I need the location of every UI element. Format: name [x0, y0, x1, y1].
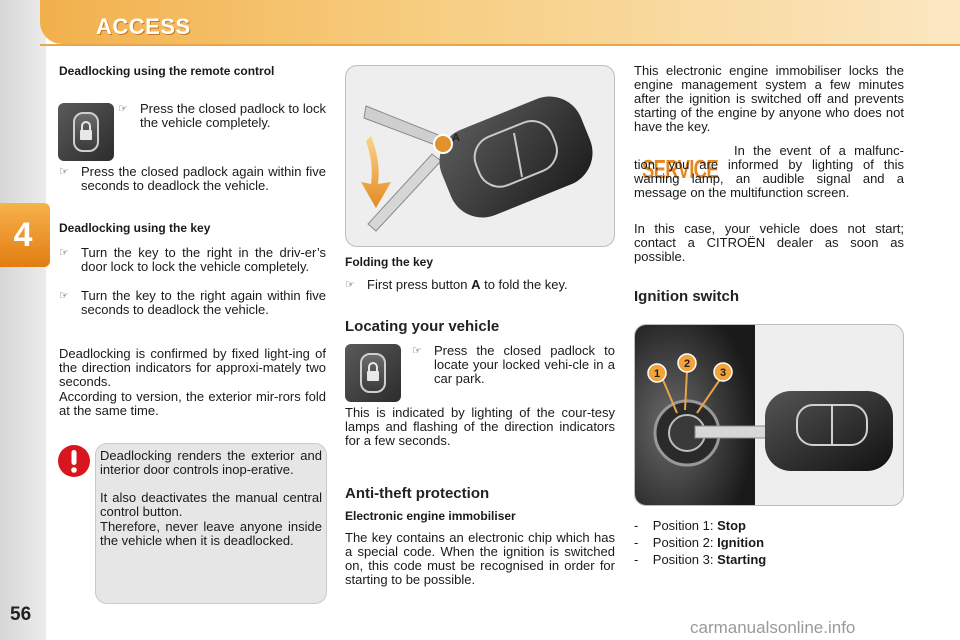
anti-theft-heading: Anti-theft protection	[345, 485, 490, 502]
position-3: - Position 3: Starting	[634, 552, 767, 567]
page-number: 56	[10, 604, 32, 625]
remote-deadlock-heading: Deadlocking using the remote control	[59, 64, 275, 78]
mirrors-para: According to version, the exterior mir-rors fold at the same time.	[59, 389, 326, 418]
watermark: carmanualsonline.info	[690, 618, 856, 637]
pointing-hand-icon: ☞	[59, 247, 69, 259]
header-divider	[40, 44, 960, 46]
service-label: SERVICE	[642, 154, 719, 184]
button-a-marker: A	[452, 132, 460, 144]
immobiliser-heading: Electronic engine immobiliser	[345, 509, 516, 523]
left-sidebar	[0, 0, 46, 640]
chapter-number: 4	[13, 216, 33, 254]
position-2: - Position 2: Ignition	[634, 535, 765, 550]
ignition-marker-3: 3	[719, 367, 727, 379]
malfunction-para: In the event of a malfunc-tion, you are informed by lighting of this warning lamp, an audible signal and a message on the multifunction screen.	[634, 143, 904, 200]
padlock-button-icon	[58, 103, 114, 161]
pointing-hand-icon: ☞	[59, 166, 69, 178]
page-title: ACCESS	[96, 14, 191, 39]
ignition-marker-1: 1	[653, 368, 661, 380]
contact-dealer-para: In this case, your vehicle does not start; contact a CITROËN dealer as soon as possible.	[634, 221, 904, 264]
ignition-switch-heading: Ignition switch	[634, 288, 739, 305]
folding-key-heading: Folding the key	[345, 255, 434, 269]
position-1: - Position 1: Stop	[634, 518, 746, 533]
pointing-hand-icon: ☞	[345, 279, 355, 291]
locating-vehicle-heading: Locating your vehicle	[345, 318, 500, 335]
key-fold-photo	[345, 65, 615, 247]
ignition-marker-2: 2	[683, 358, 691, 370]
key-bullet-2: ☞ Turn the key to the right again within five seconds to deadlock the vehicle.	[59, 288, 326, 317]
warning-text-3: Therefore, never leave anyone inside the vehicle when it is deadlocked.	[100, 519, 322, 548]
immobiliser-para: The key contains an electronic chip which has a special code. When the ignition is switched on, this code must be recognised in order for starting to be possible.	[345, 530, 615, 587]
exclamation-icon	[57, 444, 91, 478]
key-fold-illustration	[346, 66, 615, 247]
deadlock-confirm-para: Deadlocking is confirmed by fixed light-ing of the direction indicators for approxi-mately two seconds.	[59, 346, 326, 389]
folding-bullet: ☞ First press button A to fold the key.	[345, 277, 568, 292]
warning-text-1: Deadlocking renders the exterior and interior door controls inop-erative.	[100, 448, 322, 477]
locating-bullet: ☞ Press the closed padlock to locate your locked vehi-cle in a car park.	[412, 343, 615, 386]
remote-bullet-1: ☞ Press the closed padlock to lock the vehicle completely.	[118, 101, 326, 130]
pointing-hand-icon: ☞	[59, 290, 69, 302]
ignition-switch-photo	[634, 324, 904, 506]
locating-para: This is indicated by lighting of the cour-tesy lamps and flashing of the direction indicators for a few seconds.	[345, 405, 615, 448]
remote-bullet-2: ☞ Press the closed padlock again within five seconds to deadlock the vehicle.	[59, 164, 326, 193]
pointing-hand-icon: ☞	[412, 345, 422, 357]
immobiliser-description: This electronic engine immobiliser locks the engine management system a few minutes after the ignition is switched off and prevents starting of the engine by anyone who does not have the key.	[634, 63, 904, 134]
key-bullet-1: ☞ Turn the key to the right in the driv-er’s door lock to lock the vehicle completely.	[59, 245, 326, 274]
padlock-button-icon	[345, 344, 401, 402]
pointing-hand-icon: ☞	[118, 103, 128, 115]
padlock-icon	[73, 112, 99, 152]
padlock-icon	[360, 353, 386, 393]
ignition-switch-illustration	[635, 325, 904, 506]
key-deadlock-heading: Deadlocking using the key	[59, 221, 211, 235]
warning-text-2: It also deactivates the manual central control button.	[100, 490, 322, 519]
